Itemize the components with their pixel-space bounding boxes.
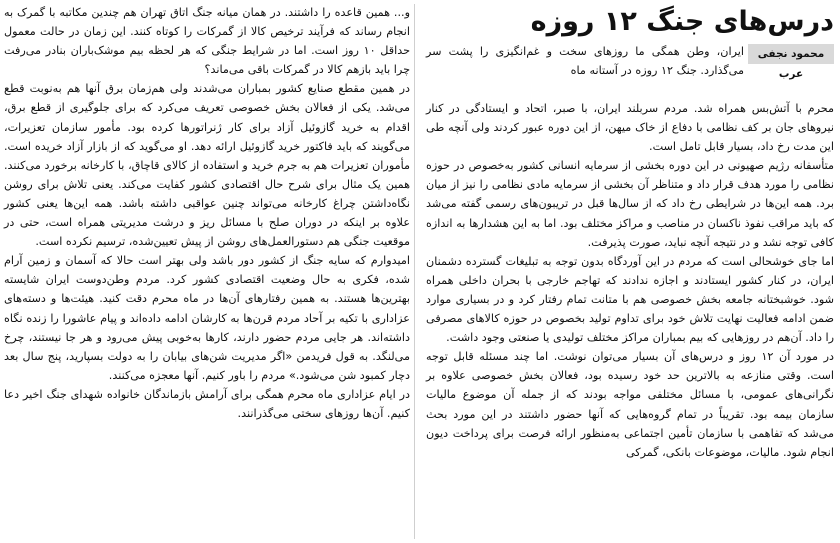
body-paragraph: متأسفانه رژیم صهیونی در این دوره بخشی از سرمایه انسانی کشور به‌خصوص در حوزه نظامی را مورد هدف قرار داد و متناظر آن بخشی از سرمایه مادی نظامی را نیز از میان برد. همه این‌ها در شرایطی رخ داد که از سال‌ها قبل در تریبون‌های رسمی گفته می‌شد که باید مراقب نفوذ ناکسان در مناصب و مراکز مختلف بود. اما به این هشدارها به اندازه کافی توجه نشد و در نتیجه آنچه نباید، صورت پذیرفت. (426, 159, 834, 249)
body-paragraph: اما جای خوشحالی است که مردم در این آوردگاه بدون توجه به تبلیغات گسترده دشمنان ایران، در کنار کشور ایستادند و اجازه ندادند که تهاجم خارجی با بحران داخلی همراه شود. خوشبختانه جامعه بخش خصوصی هم با متانت تمام رفتار کرد و در بسیاری موارد ضمن ادامه فعالیت نهایت تلاش خود برای تداوم تولید بخصوص در حوزه کالاهای مصرفی را داد. آن‌هم در روزهایی که بیم بمباران مراکز مختلف تولیدی یا صنعتی وجود داشت. (426, 254, 834, 345)
body-paragraph: در مورد آن ۱۲ روز و درس‌های آن بسیار می‌توان نوشت. اما چند مسئله قابل توجه است. وقتی منازعه به بالاترین حد خود رسیده بود، فعالان بخش خصوصی علاوه بر نگرانی‌های عمومی، با مسائل مختلفی مواجه بودند که از جمله آن موضوع مالیات سازمان بیمه بود. تقریباً در تمام گروه‌هایی که آنها حضور داشتند در این مورد بحث می‌شد که تفاهمی با سازمان تأمین اجتماعی به‌منظور ارائه فرصت برای پرداخت دیون انجام شود. مالیات، موضوعات بانکی، گمرکی (426, 350, 834, 459)
body-paragraph: و... همین قاعده را داشتند. در همان میانه جنگ اتاق تهران هم چندین مکاتبه با گمرک به انجام رساند که فرآیند ترخیص کالا از گمرکات را کوتاه کنند. این زمان در حالت معمول حداقل ۱۰ روز است. اما در شرایط جنگی که هر لحظه بیم موشک‌باران بنادر می‌رفت چرا باید بازهم کالا در گمرکات باقی می‌ماند؟ (4, 6, 411, 77)
lead-paragraph: ایران، وطن همگی ما روزهای سخت و غم‌انگیزی را پشت سر می‌گذارد. جنگ ۱۲ روزه در آستانه ماه (426, 45, 744, 78)
column-divider (414, 4, 415, 539)
article-headline: درس‌های جنگ ۱۲ روزه (530, 6, 834, 37)
body-paragraph: در همین مقطع صنایع کشور بمباران می‌شدند ولی هم‌زمان برق آنها هم به‌نوبت قطع می‌شد. یکی از فعالان بخش خصوصی تعریف می‌کرد که برای جلوگیری از قطع برق، اقدام به خرید گازوئیل آزاد برای کار ژنراتورها کرده بود. مأمور سازمان تعزیرات، می‌گویند که باید فاکتور خرید گازوئیل ارائه دهد. او می‌گوید که از بازار آزاد خریده است. مأموران تعزیرات هم به جرم خرید و استفاده از کالای قاچاق، با کارخانه برخورد می‌کنند. همین یک مثال برای شرح حال اقتصادی کشور کفایت می‌کند. یعنی تلاش برای روشن نگاه‌داشتن چراغ کارخانه می‌تواند چنین عواقبی داشته باشد. همه این‌ها یعنی کشور علاوه بر اینکه در دوران صلح با مسائل ریز و درشت مدیریتی همراه است، حتی در موقعیت جنگی هم دستورالعمل‌های روشن از پیش تعیین‌شده، ترسیم نکرده است. (4, 82, 410, 249)
body-paragraph: امیدوارم که سایه جنگ از کشور دور باشد ولی بهتر است حالا که آسمان و زمین آرام شده، فکری به حال وضعیت اقتصادی کشور کرد. مردم وطن‌دوست ایران شایسته بهترین‌ها هستند. به همین رفتارهای آن‌ها در ماه محرم دقت کنید. هیئت‌ها و دسته‌های عزاداری با تکیه بر آحاد مردم قرن‌ها به کارشان ادامه داده‌اند و پیام عاشورا را زنده نگاه داشته‌اند. هر جایی مردم حضور دارند، کارها به‌خوبی پیش می‌رود و هر جا نیستند، چرخ می‌لنگد. به قول فریدمن «اگر مدیریت شن‌های بیابان را به دولت بسپارید، پنج سال بعد دچار کمبود شن می‌شود.» مردم را باور کنیم. آنها معجزه می‌کنند. (4, 254, 410, 382)
body-paragraph: در ایام عزاداری ماه محرم همگی برای آرامش بازماندگان خانواده شهدای جنگ اخیر دعا کنیم. آن‌ها روزهای سختی می‌گذرانند. (4, 387, 410, 420)
author-byline: محمود نجفی عرب (748, 44, 834, 64)
left-column-body (4, 3, 410, 423)
right-column (420, 0, 840, 543)
article-lead (426, 42, 744, 80)
body-paragraph: محرم با آتش‌بس همراه شد. مردم سربلند ایران، با صبر، اتحاد و ایستادگی در کنار نیروهای جان بر کف نظامی با دفاع از خاک میهن، از این دوره عبور کردند ولی آنچه طی این مدت رخ داد، بسیار قابل تامل است. (426, 102, 834, 154)
left-column (0, 0, 412, 543)
right-column-body (426, 99, 834, 462)
